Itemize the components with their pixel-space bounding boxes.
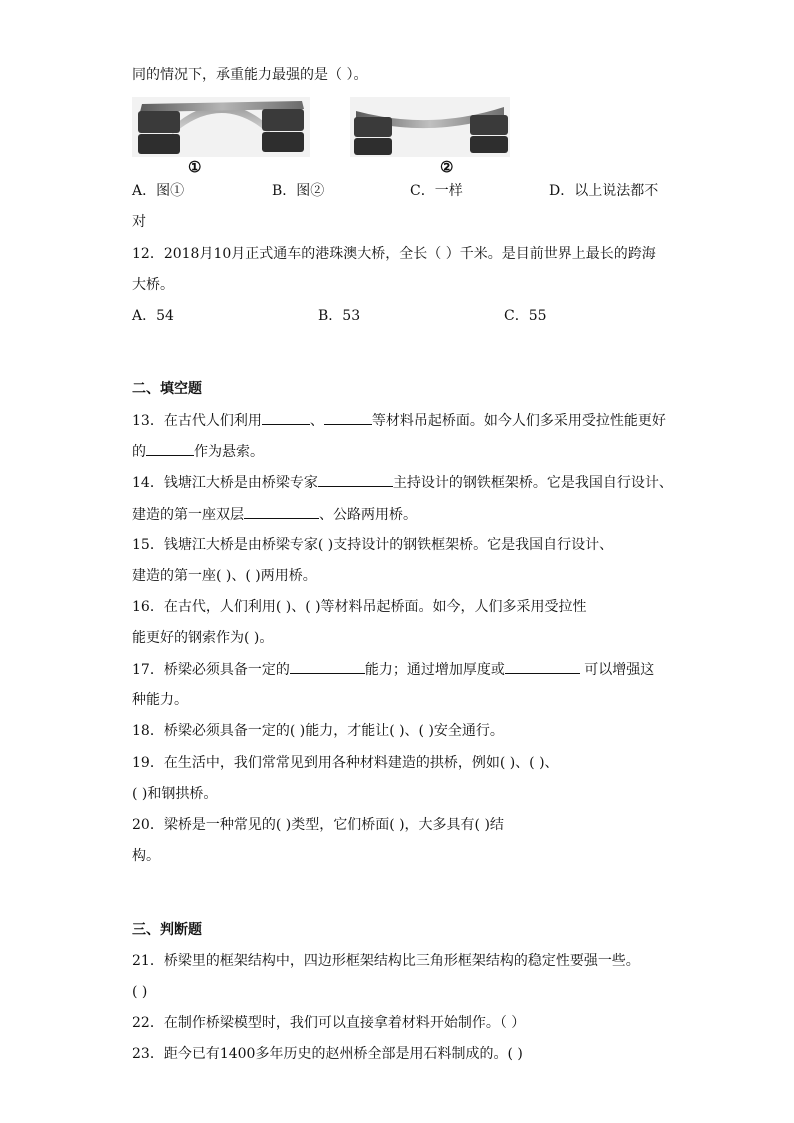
q14-text-d: 、公路两用桥。 bbox=[319, 507, 417, 523]
figure-1-label: ① bbox=[188, 158, 202, 176]
q13-text-a: 13．在古代人们利用 bbox=[132, 413, 262, 429]
q11-continuation: 同的情况下，承重能力最强的是（ ）。 bbox=[132, 67, 368, 83]
q13-blank-3 bbox=[146, 443, 194, 456]
q13-text-b: 、 bbox=[309, 413, 324, 429]
beam-bridge-figure bbox=[350, 97, 510, 157]
q11-option-d: D．以上说法都不 bbox=[549, 183, 659, 199]
q11-option-b: B．图② bbox=[272, 183, 325, 199]
q14-text-c: 建造的第一座双层 bbox=[132, 507, 244, 523]
q14-text-b: 主持设计的钢铁框架桥。它是我国自行设计、 bbox=[392, 475, 673, 491]
q13-text-d: 的 bbox=[132, 444, 146, 460]
section-title-fill-blank: 二、填空题 bbox=[132, 381, 202, 397]
q14-blank-1 bbox=[318, 474, 393, 487]
q11-option-a: A．图① bbox=[132, 183, 185, 199]
figure-2-label: ② bbox=[440, 158, 454, 176]
q13-blank-1 bbox=[262, 412, 310, 425]
q22-line1: 22．在制作桥梁模型时，我们可以直接拿着材料开始制作。（ ） bbox=[132, 1015, 526, 1031]
q17-text-b: 能力；通过增加厚度或 bbox=[364, 662, 505, 678]
q11-option-d-wrap: 对 bbox=[132, 214, 146, 230]
q16-line2: 能更好的钢索作为( )。 bbox=[132, 630, 274, 646]
q19-line2: ( )和钢拱桥。 bbox=[132, 786, 218, 802]
q13-line2 bbox=[132, 443, 264, 460]
q16-line1: 16．在古代，人们利用( )、( )等材料吊起桥面。如今，人们多采用受拉性 bbox=[132, 599, 587, 615]
q13-text-c: 等材料吊起桥面。如今人们多采用受拉性能更好 bbox=[371, 413, 666, 429]
q14-blank-2 bbox=[244, 506, 319, 519]
q20-line2: 构。 bbox=[132, 848, 160, 864]
q14-text-a: 14．钱塘江大桥是由桥梁专家 bbox=[132, 475, 318, 491]
section-title-true-false: 三、判断题 bbox=[132, 922, 202, 938]
q21-line2: ( ) bbox=[132, 984, 148, 1000]
q12-text-line1: 12．2018月10月正式通车的港珠澳大桥，全长（ ）千米。是目前世界上最长的跨海 bbox=[132, 246, 656, 262]
q15-line2: 建造的第一座( )、( )两用桥。 bbox=[132, 568, 317, 584]
q18-line1: 18．桥梁必须具备一定的( )能力，才能让( )、( )安全通行。 bbox=[132, 723, 504, 739]
q17-blank-1 bbox=[290, 661, 365, 674]
q17-blank-2 bbox=[505, 661, 580, 674]
q11-option-c: C．一样 bbox=[410, 183, 463, 199]
q17-text-c: 可以增强这 bbox=[579, 662, 655, 678]
q12-option-b: B．53 bbox=[318, 308, 361, 324]
q12-option-a: A．54 bbox=[132, 308, 174, 324]
q23-line1: 23．距今已有1400多年历史的赵州桥全部是用石料制成的。( ) bbox=[132, 1046, 523, 1062]
q13-text-e: 作为悬索。 bbox=[194, 444, 264, 460]
q21-line1: 21．桥梁里的框架结构中，四边形框架结构比三角形框架结构的稳定性要强一些。 bbox=[132, 953, 640, 969]
q14-line1 bbox=[132, 474, 673, 491]
arch-bridge-figure bbox=[132, 97, 310, 157]
q15-line1: 15．钱塘江大桥是由桥梁专家( )支持设计的钢铁框架桥。它是我国自行设计、 bbox=[132, 537, 614, 553]
q12-text-line2: 大桥。 bbox=[132, 277, 174, 293]
q17-line2: 种能力。 bbox=[132, 692, 188, 708]
q17-line1 bbox=[132, 661, 654, 678]
q13-blank-2 bbox=[324, 412, 372, 425]
q17-text-a: 17．桥梁必须具备一定的 bbox=[132, 662, 290, 678]
q20-line1: 20．梁桥是一种常见的( )类型，它们桥面( )，大多具有( )结 bbox=[132, 817, 504, 833]
q12-option-c: C．55 bbox=[504, 308, 547, 324]
q19-line1: 19．在生活中，我们常常见到用各种材料建造的拱桥，例如( )、( )、 bbox=[132, 755, 559, 771]
q13-line1 bbox=[132, 412, 666, 429]
q14-line2 bbox=[132, 506, 417, 523]
